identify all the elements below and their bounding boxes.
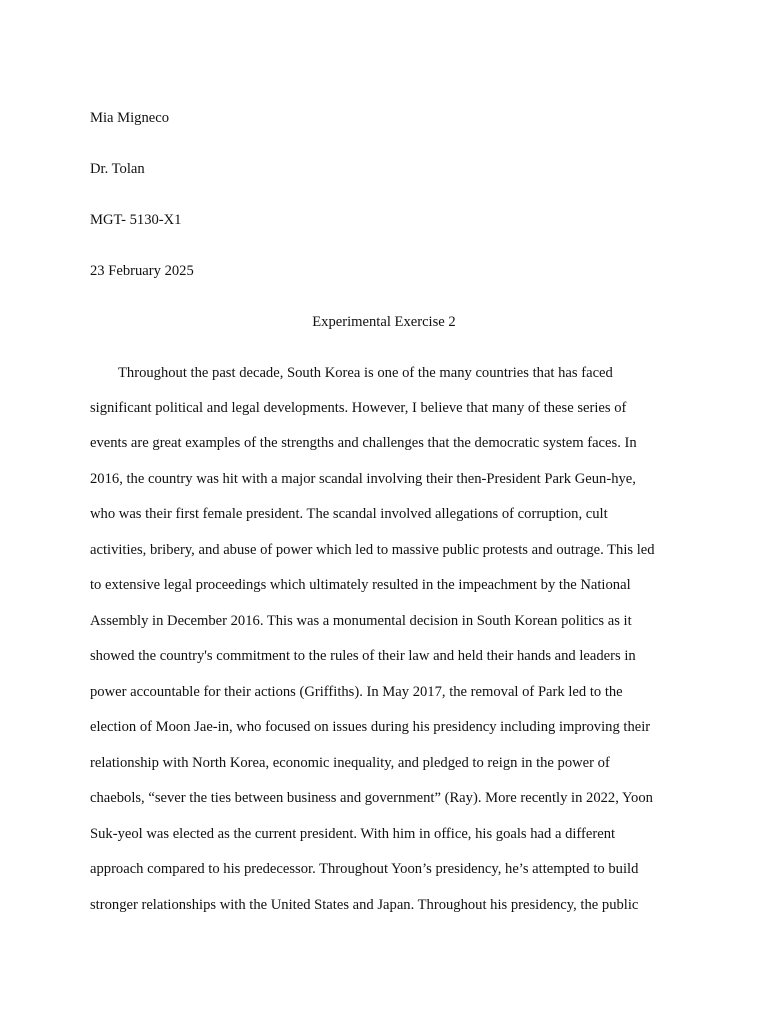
paragraph-line: 2016, the country was hit with a major scandal involving their then-President Park Geun-hye, [90, 471, 636, 487]
instructor-name: Dr. Tolan [90, 161, 145, 177]
course-code: MGT- 5130-X1 [90, 212, 182, 228]
paragraph-line: who was their first female president. The scandal involved allegations of corruption, cult [90, 506, 608, 522]
document-date: 23 February 2025 [90, 263, 194, 279]
paragraph-line: relationship with North Korea, economic inequality, and pledged to reign in the power of [90, 755, 610, 771]
author-name: Mia Migneco [90, 110, 170, 126]
paragraph-line: showed the country's commitment to the rules of their law and held their hands and leaders in [90, 648, 636, 664]
paragraph-line: Suk-yeol was elected as the current president. With him in office, his goals had a different [90, 826, 616, 842]
paragraph-line: activities, bribery, and abuse of power which led to massive public protests and outrage. This led [90, 542, 655, 558]
paragraph-line: approach compared to his predecessor. Throughout Yoon’s presidency, he’s attempted to build [90, 861, 639, 877]
paragraph-line: Assembly in December 2016. This was a monumental decision in South Korean politics as it [90, 613, 632, 629]
document-title: Experimental Exercise 2 [312, 314, 456, 330]
paragraph-line: events are great examples of the strengths and challenges that the democratic system faces. In [90, 435, 637, 451]
paragraph-line: power accountable for their actions (Griffiths). In May 2017, the removal of Park led to the [90, 684, 623, 700]
paragraph-line: stronger relationships with the United States and Japan. Throughout his presidency, the public [90, 897, 639, 913]
paragraph-line: chaebols, “sever the ties between business and government” (Ray). More recently in 2022, Yoon [90, 790, 653, 806]
paragraph-line: election of Moon Jae-in, who focused on issues during his presidency including improving their [90, 719, 651, 735]
paragraph-line: Throughout the past decade, South Korea is one of the many countries that has faced [118, 365, 613, 381]
paragraph-line: significant political and legal developments. However, I believe that many of these series of [90, 400, 627, 416]
paragraph-line: to extensive legal proceedings which ultimately resulted in the impeachment by the National [90, 577, 631, 593]
